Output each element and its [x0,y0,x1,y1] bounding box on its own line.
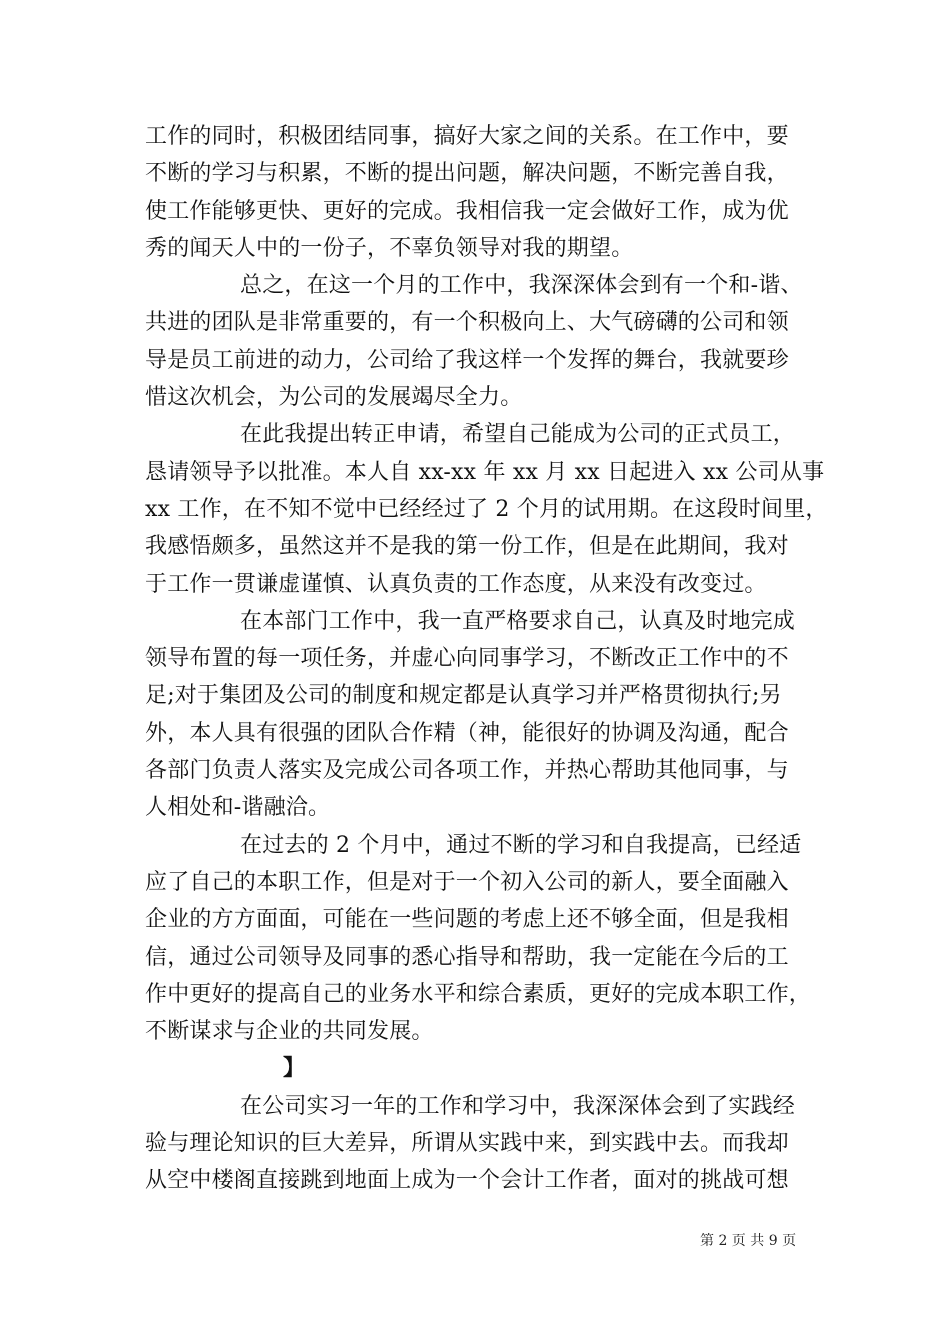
text-line: 企业的方方面面，可能在一些问题的考虑上还不够全面，但是我相 [145,907,789,933]
text-line: 恳请领导予以批准。本人自 xx-xx 年 xx 月 xx 日起进入 xx 公司从事 [145,459,825,485]
text-line: 外，本人具有很强的团队合作精（神，能很好的协调及沟通，配合 [145,720,789,746]
text-line: 足;对于集团及公司的制度和规定都是认真学习并严格贯彻执行;另 [145,683,782,709]
paragraph-start-line: 在公司实习一年的工作和学习中，我深深体会到了实践经 [240,1093,796,1119]
text-line: 各部门负责人落实及完成公司各项工作，并热心帮助其他同事，与 [145,758,789,784]
section-bracket: 】 [283,1055,306,1082]
text-line: 惜这次机会，为公司的发展竭尽全力。 [145,385,523,411]
text-line: 导是员工前进的动力，公司给了我这样一个发挥的舞台，我就要珍 [145,347,789,373]
text-line: 共进的团队是非常重要的，有一个积极向上、大气磅礴的公司和领 [145,310,789,336]
text-line: 作中更好的提高自己的业务水平和综合素质，更好的完成本职工作， [145,981,812,1007]
paragraph-start-line: 在此我提出转正申请，希望自己能成为公司的正式员工， [240,422,796,448]
document-body [145,118,828,1200]
text-line: 验与理论知识的巨大差异，所谓从实践中来，到实践中去。而我却 [145,1131,789,1157]
text-line: 于工作一贯谦虚谨慎、认真负责的工作态度，从来没有改变过。 [145,571,767,597]
paragraph-start-line: 在过去的 2 个月中，通过不断的学习和自我提高，已经适 [240,832,802,858]
text-line: 不断谋求与企业的共同发展。 [145,1019,434,1045]
text-line: 我感悟颇多，虽然这并不是我的第一份工作，但是在此期间，我对 [145,534,789,560]
text-line: 从空中楼阁直接跳到地面上成为一个会计工作者，面对的挑战可想 [145,1168,789,1194]
text-line: 使工作能够更快、更好的完成。我相信我一定会做好工作，成为优 [145,198,789,224]
text-line: xx 工作，在不知不觉中已经经过了 2 个月的试用期。在这段时间里， [145,496,828,522]
text-line: 人相处和-谐融洽。 [145,795,331,821]
text-line: 信，通过公司领导及同事的悉心指导和帮助，我一定能在今后的工 [145,944,789,970]
text-line: 秀的闻天人中的一份子，不辜负领导对我的期望。 [145,235,634,261]
text-line: 不断的学习与积累，不断的提出问题，解决问题，不断完善自我， [145,161,789,187]
paragraph-start-line: 在本部门工作中，我一直严格要求自己，认真及时地完成 [240,608,796,634]
text-line: 工作的同时，积极团结同事，搞好大家之间的关系。在工作中，要 [145,124,789,149]
text-line: 领导布置的每一项任务，并虚心向同事学习，不断改正工作中的不 [145,646,789,672]
page-number-footer: 第 2 页 共 9 页 [700,1233,797,1249]
paragraph-start-line: 总之，在这一个月的工作中，我深深体会到有一个和-谐、 [240,273,803,299]
text-line: 应了自己的本职工作，但是对于一个初入公司的新人，要全面融入 [145,869,789,895]
